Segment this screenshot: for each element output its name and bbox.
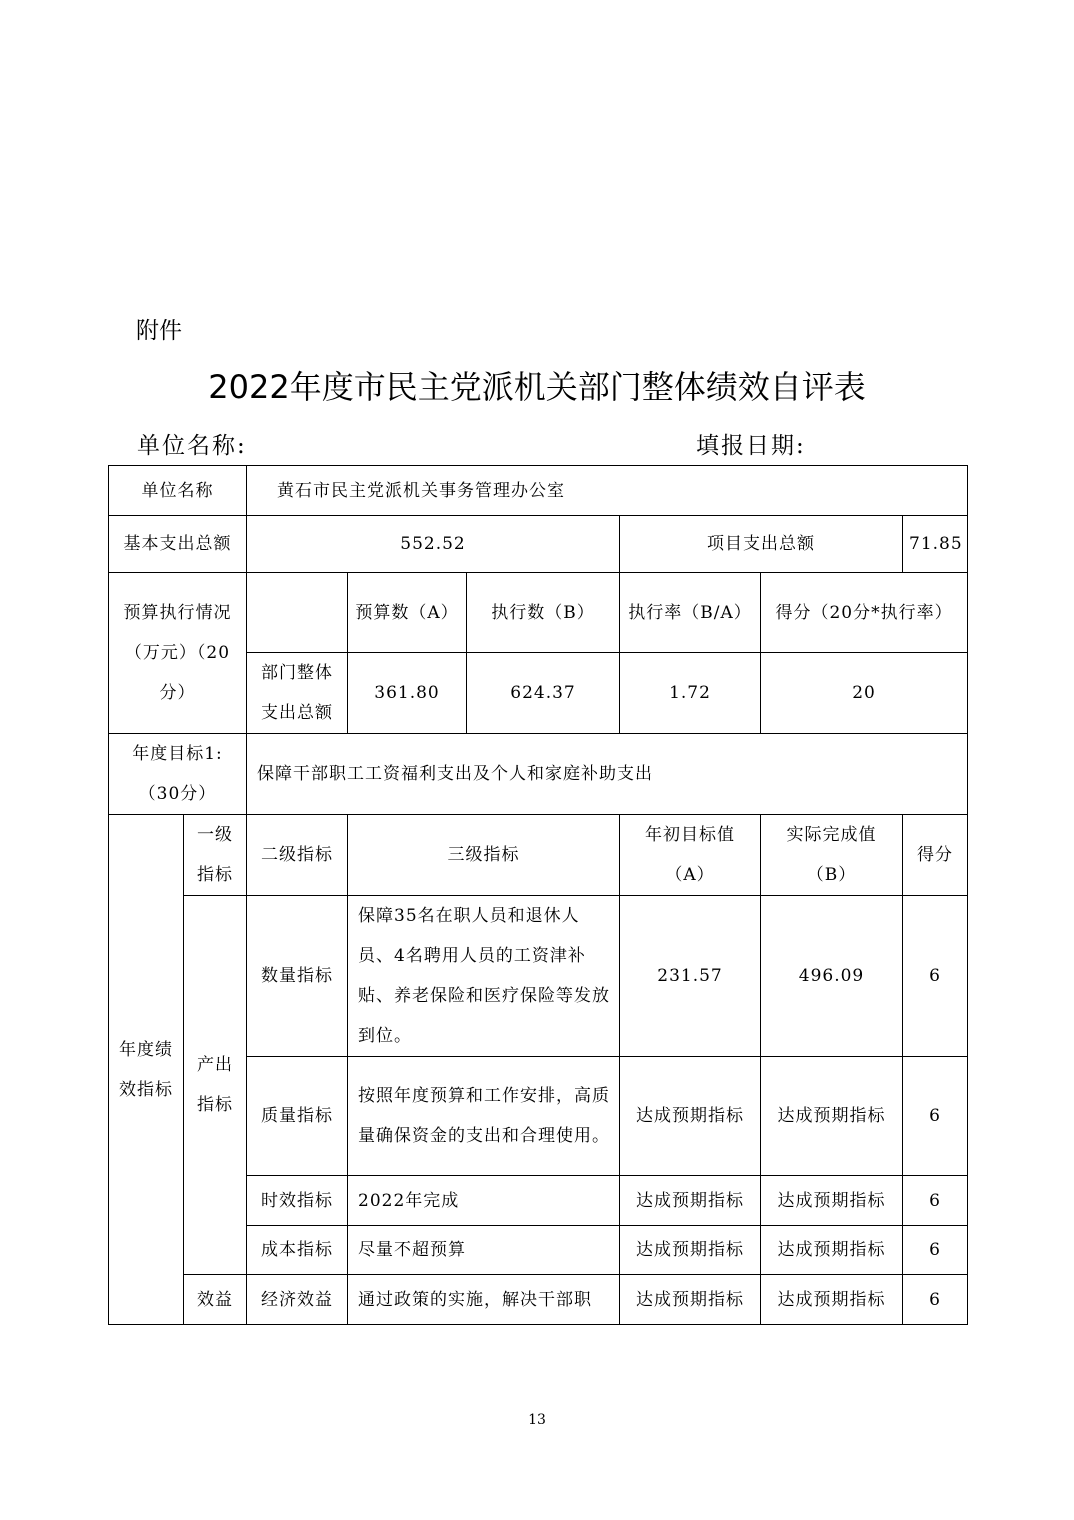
timeliness-score: 6 — [903, 1176, 968, 1226]
target-header: 年初目标值（A） — [620, 815, 761, 896]
page-number: 13 — [528, 1412, 546, 1428]
cost-indicator-text: 尽量不超预算 — [348, 1226, 620, 1275]
project-expense-value: 71.85 — [903, 516, 968, 573]
dept-score-value: 20 — [761, 653, 968, 734]
budget-header-b: 执行数（B） — [467, 573, 620, 653]
table-row — [109, 516, 968, 573]
report-date-label: 填报日期: — [696, 433, 806, 459]
table-row — [109, 573, 968, 653]
self-evaluation-table — [108, 465, 968, 1325]
table-row — [109, 815, 968, 896]
budget-header-score: 得分（20分*执行率） — [761, 573, 968, 653]
score-header: 得分 — [903, 815, 968, 896]
cost-target: 达成预期指标 — [620, 1226, 761, 1275]
economic-benefit-target: 达成预期指标 — [620, 1275, 761, 1325]
quality-indicator-label: 质量指标 — [247, 1057, 348, 1176]
budget-header-rate: 执行率（B/A） — [620, 573, 761, 653]
unit-name-cell-value: 黄石市民主党派机关事务管理办公室 — [247, 466, 968, 516]
quantity-score: 6 — [903, 896, 968, 1057]
timeliness-actual: 达成预期指标 — [761, 1176, 903, 1226]
annual-performance-label: 年度绩效指标 — [109, 815, 184, 1325]
quality-score: 6 — [903, 1057, 968, 1176]
dept-total-label: 部门整体支出总额 — [247, 653, 348, 734]
economic-benefit-text: 通过政策的实施，解决干部职 — [348, 1275, 620, 1325]
annex-label: 附件 — [136, 318, 182, 344]
cost-score: 6 — [903, 1226, 968, 1275]
quantity-indicator-text: 保障35名在职人员和退休人员、4名聘用人员的工资津补贴、养老保险和医疗保险等发放到位。 — [348, 896, 620, 1057]
table-row — [109, 1275, 968, 1325]
economic-benefit-score: 6 — [903, 1275, 968, 1325]
benefit-indicator-label: 效益 — [184, 1275, 247, 1325]
annual-goal-text: 保障干部职工工资福利支出及个人和家庭补助支出 — [247, 734, 968, 815]
basic-expense-label: 基本支出总额 — [109, 516, 247, 573]
quantity-indicator-label: 数量指标 — [247, 896, 348, 1057]
level1-header: 一级指标 — [184, 815, 247, 896]
quality-indicator-text: 按照年度预算和工作安排，高质量确保资金的支出和合理使用。 — [348, 1057, 620, 1176]
basic-expense-value: 552.52 — [247, 516, 620, 573]
blank-cell — [247, 573, 348, 653]
timeliness-indicator-text: 2022年完成 — [348, 1176, 620, 1226]
level3-header: 三级指标 — [348, 815, 620, 896]
dept-budget-value: 361.80 — [348, 653, 467, 734]
budget-execution-label: 预算执行情况（万元）（20分） — [109, 573, 247, 734]
annual-goal-label: 年度目标1:（30分） — [109, 734, 247, 815]
table-row — [109, 466, 968, 516]
cost-indicator-label: 成本指标 — [247, 1226, 348, 1275]
quality-target: 达成预期指标 — [620, 1057, 761, 1176]
dept-executed-value: 624.37 — [467, 653, 620, 734]
level2-header: 二级指标 — [247, 815, 348, 896]
project-expense-label: 项目支出总额 — [620, 516, 903, 573]
quantity-actual: 496.09 — [761, 896, 903, 1057]
unit-name-label: 单位名称: — [137, 433, 247, 459]
table-row — [109, 734, 968, 815]
economic-benefit-label: 经济效益 — [247, 1275, 348, 1325]
economic-benefit-actual: 达成预期指标 — [761, 1275, 903, 1325]
unit-name-cell-label: 单位名称 — [109, 466, 247, 516]
dept-rate-value: 1.72 — [620, 653, 761, 734]
timeliness-indicator-label: 时效指标 — [247, 1176, 348, 1226]
output-indicator-label: 产出指标 — [184, 896, 247, 1275]
quality-actual: 达成预期指标 — [761, 1057, 903, 1176]
page-title: 2022年度市民主党派机关部门整体绩效自评表 — [208, 368, 866, 406]
actual-header: 实际完成值（B） — [761, 815, 903, 896]
table-row — [109, 896, 968, 1057]
quantity-target: 231.57 — [620, 896, 761, 1057]
cost-actual: 达成预期指标 — [761, 1226, 903, 1275]
timeliness-target: 达成预期指标 — [620, 1176, 761, 1226]
budget-header-a: 预算数（A） — [348, 573, 467, 653]
